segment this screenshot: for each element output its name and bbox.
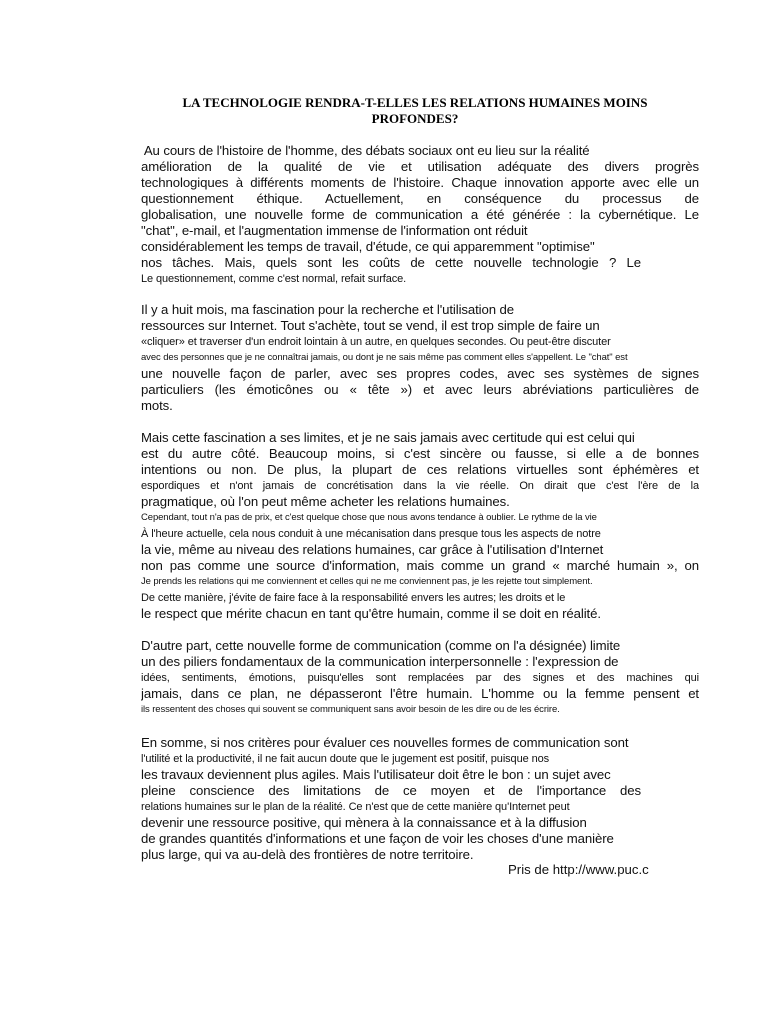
text-line: considérablement les temps de travail, d'étude, ce qui apparemment "optimise" <box>141 239 595 254</box>
text-line: nos tâches. Mais, quels sont les coûts de cette nouvelle technologie ? Le <box>141 255 641 270</box>
text-line: un des piliers fondamentaux de la communication interpersonnelle : l'expression de <box>141 654 619 669</box>
text-line: De cette manière, j'évite de faire face à la responsabilité envers les autres; les droits et le <box>141 592 566 604</box>
text-line: relations humaines sur le plan de la réalité. Ce n'est que de cette manière qu'Internet peut <box>141 801 570 813</box>
text-line: Il y a huit mois, ma fascination pour la recherche et l'utilisation de <box>141 302 515 317</box>
paragraph-2 <box>141 302 699 414</box>
text-line: Cependant, tout n'a pas de prix, et c'est quelque chose que nous avons tendance à oublier. Le rythme de la vie <box>141 512 597 523</box>
text-line: mots. <box>141 398 173 413</box>
paragraph-4 <box>141 638 699 718</box>
text-line: «cliquer» et traverser d'un endroit lointain à un autre, en quelques secondes. Ou peut-être discuter <box>141 336 611 348</box>
text-line: non pas comme une source d'information, mais comme un grand « marché humain », on <box>141 558 699 573</box>
text-line: pragmatique, où l'on peut même acheter les relations humaines. <box>141 494 510 509</box>
text-line: devenir une ressource positive, qui mènera à la connaissance et à la diffusion <box>141 815 587 830</box>
paragraph-1 <box>141 143 699 287</box>
text-line: avec des personnes que je ne connaîtrai jamais, ou dont je ne sais même pas comment elles s'appellent. Le "chat" est <box>141 352 628 363</box>
text-line: À l'heure actuelle, cela nous conduit à une mécanisation dans presque tous les aspects de notre <box>141 528 601 540</box>
text-line: questionnement éthique. Actuellement, en conséquence du processus de <box>141 191 699 206</box>
title-line: PROFONDES? <box>371 111 459 126</box>
text-line: est du autre côté. Beaucoup moins, si c'est sincère ou fausse, si elle a de bonnes <box>141 446 699 461</box>
text-line: la vie, même au niveau des relations humaines, car grâce à l'utilisation d'Internet <box>141 542 604 557</box>
text-line: idées, sentiments, émotions, puisqu'elles sont remplacées par des signes et des machines qui <box>141 672 699 684</box>
text-line: amélioration de la qualité de vie et utilisation adéquate des divers progrès <box>141 159 699 174</box>
text-line: l'utilité et la productivité, il ne fait aucun doute que le jugement est positif, puisque nos <box>141 753 550 765</box>
text-line: pleine conscience des limitations de ce moyen et de l'importance des <box>141 783 641 798</box>
text-line: Mais cette fascination a ses limites, et je ne sais jamais avec certitude qui est celui qui <box>141 430 635 445</box>
text-line: intentions ou non. De plus, la plupart de ces relations virtuelles sont éphémères et <box>141 462 699 477</box>
text-line: ils ressentent des choses qui souvent se communiquent sans avoir besoin de les dire ou de les écrire. <box>141 704 560 715</box>
text-line: espordiques et n'ont jamais de concrétisation dans la vie réelle. On dirait que c'est l'ère de la <box>141 480 699 492</box>
text-line: le respect que mérite chacun en tant qu'être humain, comme il se doit en réalité. <box>141 606 601 621</box>
paragraph-3 <box>141 430 699 622</box>
document-title <box>140 95 690 127</box>
text-line: Le questionnement, comme c'est normal, refait surface. <box>141 273 407 285</box>
text-line: "chat", e-mail, et l'augmentation immense de l'information ont réduit <box>141 223 528 238</box>
text-line: les travaux deviennent plus agiles. Mais l'utilisateur doit être le bon : un sujet avec <box>141 767 611 782</box>
text-line: jamais, dans ce plan, ne dépasseront l'être humain. L'homme ou la femme pensent et <box>141 686 699 701</box>
paragraph-5 <box>141 735 699 863</box>
text-line: En somme, si nos critères pour évaluer ces nouvelles formes de communication sont <box>141 735 629 750</box>
text-line: Je prends les relations qui me conviennent et celles qui ne me conviennent pas, je les rejette tout simplement. <box>141 576 593 587</box>
source-note: Pris de http://www.puc.c <box>508 862 649 877</box>
text-line: ressources sur Internet. Tout s'achète, tout se vend, il est trop simple de faire un <box>141 318 600 333</box>
text-line: de grandes quantités d'informations et une façon de voir les choses d'une manière <box>141 831 614 846</box>
text-line: technologiques à différents moments de l'histoire. Chaque innovation apporte avec elle un <box>141 175 699 190</box>
title-line: LA TECHNOLOGIE RENDRA-T-ELLES LES RELATIONS HUMAINES MOINS <box>182 95 648 110</box>
text-line: plus large, qui va au-delà des frontières de notre territoire. <box>141 847 474 862</box>
text-line: particuliers (les émoticônes ou « tête ») et avec leurs abréviations particulières de <box>141 382 699 397</box>
text-line: une nouvelle façon de parler, avec ses propres codes, avec ses systèmes de signes <box>141 366 699 381</box>
text-line: D'autre part, cette nouvelle forme de communication (comme on l'a désignée) limite <box>141 638 621 653</box>
text-line: Au cours de l'histoire de l'homme, des débats sociaux ont eu lieu sur la réalité <box>141 143 590 158</box>
text-line: globalisation, une nouvelle forme de communication a été générée : la cybernétique. Le <box>141 207 699 222</box>
